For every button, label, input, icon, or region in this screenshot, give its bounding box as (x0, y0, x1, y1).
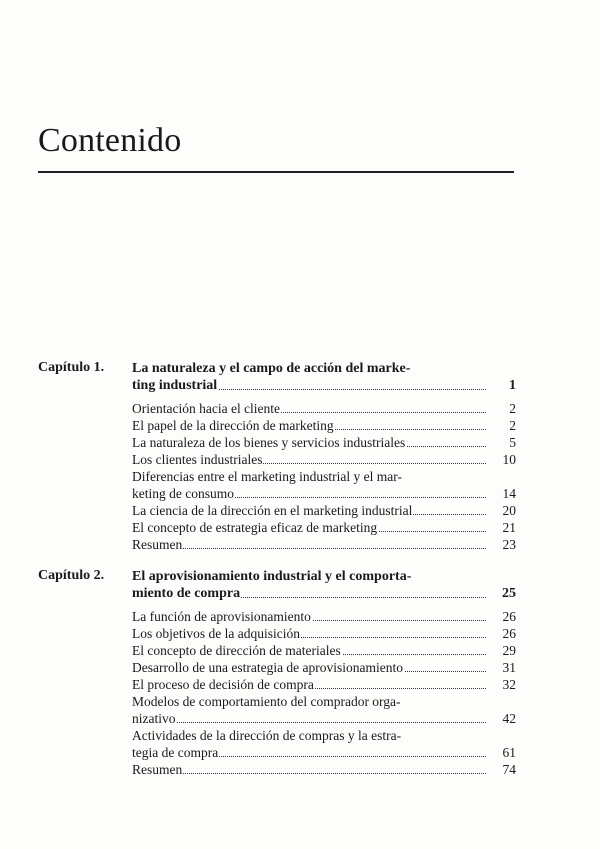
toc-entry (132, 659, 516, 676)
entry-text: Orientación hacia el cliente (132, 401, 281, 416)
dot-leader (132, 773, 486, 774)
page-number: 26 (502, 609, 516, 624)
entry-text: El papel de la dirección de marketing (132, 418, 334, 433)
dot-leader (132, 722, 486, 723)
chapter-title (132, 568, 516, 602)
page-number: 5 (509, 435, 516, 450)
entry-text: miento de compra (132, 586, 241, 601)
toc-entry (132, 676, 516, 693)
chapter-label: Capítulo 1. (38, 360, 105, 375)
entry-text: ting industrial (132, 378, 218, 393)
toc-entry (132, 761, 516, 778)
chapter-label: Capítulo 2. (38, 568, 105, 583)
toc-entry (132, 451, 516, 468)
entry-text: Desarrollo de una estrategia de aprovisionamiento (132, 660, 404, 675)
entry-text: Diferencias entre el marketing industrial y el mar- (132, 469, 402, 484)
page-number: 23 (502, 537, 516, 552)
entry-text: Los objetivos de la adquisición (132, 626, 300, 641)
page-number: 2 (509, 401, 516, 416)
entry-text: La naturaleza de los bienes y servicios industriales (132, 435, 406, 450)
page-number: 42 (502, 711, 516, 726)
chapter-title-line (132, 360, 516, 377)
toc-entry (132, 608, 516, 625)
entry-text: Resumen (132, 537, 183, 552)
section-list (132, 400, 516, 553)
toc-entry-line (132, 468, 516, 485)
entry-text: La ciencia de la dirección en el marketing industrial (132, 503, 413, 518)
toc-entry (132, 417, 516, 434)
toc-entry (132, 710, 516, 727)
entry-text: La naturaleza y el campo de acción del marke- (132, 361, 411, 376)
page-number: 61 (502, 745, 516, 760)
chapter-title-line (132, 585, 516, 602)
entry-text: tegia de compra (132, 745, 219, 760)
page-number: 32 (502, 677, 516, 692)
toc-entry (132, 642, 516, 659)
entry-text: El concepto de estrategia eficaz de marketing (132, 520, 378, 535)
page-number: 14 (502, 486, 516, 501)
entry-text: El aprovisionamiento industrial y el comporta- (132, 569, 412, 584)
page-number: 31 (502, 660, 516, 675)
toc-entry (132, 519, 516, 536)
toc-entry (132, 744, 516, 761)
chapter-title (132, 360, 516, 394)
toc-entry (132, 434, 516, 451)
entry-text: Modelos de comportamiento del comprador orga- (132, 694, 401, 709)
toc-entry-line (132, 693, 516, 710)
chapter-page-number: 25 (502, 586, 516, 601)
section-list (132, 608, 516, 778)
toc-entry (132, 625, 516, 642)
toc-entry-line (132, 727, 516, 744)
entry-text: La función de aprovisionamiento (132, 609, 311, 624)
chapter-page-number: 1 (509, 378, 516, 393)
chapter-title-line (132, 568, 516, 585)
page-number: 20 (502, 503, 516, 518)
dot-leader (132, 548, 486, 549)
chapter-title-line (132, 377, 516, 394)
toc-entry (132, 400, 516, 417)
entry-text: nizativo (132, 711, 176, 726)
entry-text: El concepto de dirección de materiales (132, 643, 341, 658)
entry-text: keting de consumo (132, 486, 234, 501)
page-number: 2 (509, 418, 516, 433)
toc-entry (132, 502, 516, 519)
page-number: 74 (502, 762, 516, 777)
page-number: 10 (502, 452, 516, 467)
page-title: Contenido (38, 122, 182, 159)
title-rule (38, 171, 514, 173)
page-number: 26 (502, 626, 516, 641)
toc-entry (132, 536, 516, 553)
toc-entry (132, 485, 516, 502)
page-number: 29 (502, 643, 516, 658)
entry-text: Los clientes industriales (132, 452, 263, 467)
entry-text: Resumen (132, 762, 183, 777)
page-number: 21 (502, 520, 516, 535)
entry-text: Actividades de la dirección de compras y la estra- (132, 728, 402, 743)
entry-text: El proceso de decisión de compra (132, 677, 314, 692)
